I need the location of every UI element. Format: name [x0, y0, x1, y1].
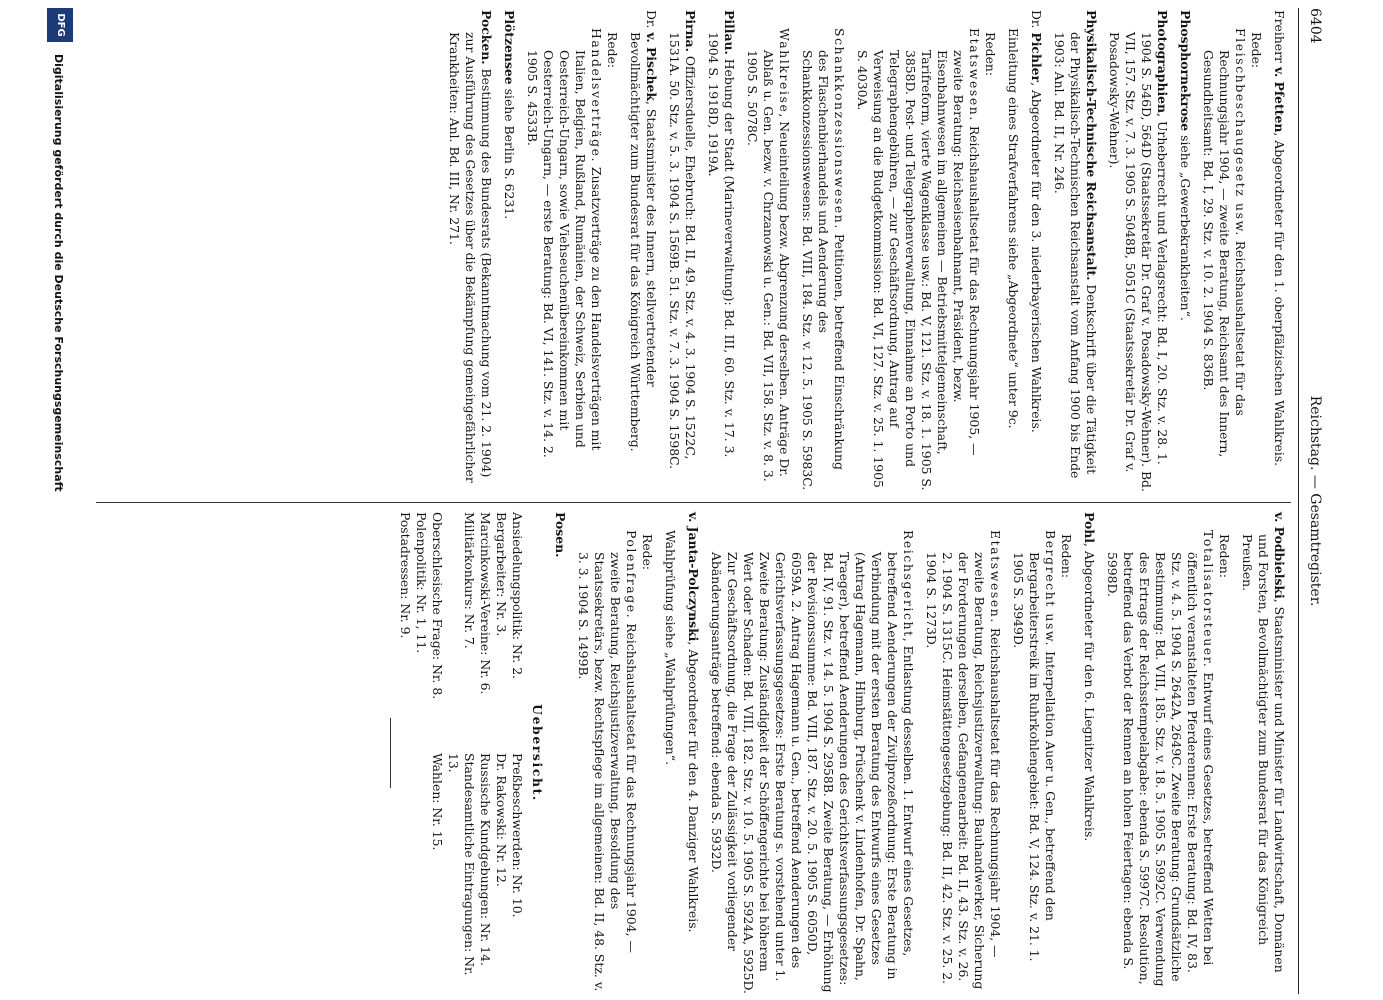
- left-entry: Phosphornekrose siehe „Gewerbekrankheiten“.: [1178, 10, 1193, 321]
- overview-item: [413, 753, 429, 994]
- right-column: [390, 512, 1287, 994]
- page-title: Reichstag. — Gesamtregister.: [1307, 395, 1323, 607]
- digitization-credit: [52, 10, 65, 990]
- left-entry: Pirna. Offiziersduelle, Ehebruch: Bd. II, 49. Stz. v. 4. 3. 1904 S. 1522C, 1531A. 50. Stz. v. 5. 3. 1904 S. 1569B. 51. Stz. v. 7. 3. 1904 S. 1598C.: [667, 10, 698, 470]
- overview-item: [397, 753, 413, 994]
- overview-item: Wahlen: Nr. 15.: [430, 753, 445, 851]
- left-entry: Pillau. Hebung der Stadt (Marineverwaltung): Bd. III, 60. Stz. v. 17. 3. 1904 S. 1918D, 1919A.: [706, 10, 737, 458]
- right-entry: v. Podbielski, Staatsminister und Minister für Landwirtschaft, Domänen und Forsten, Bevollmächtigter zum Bundesrat für das Königreich Preußen.: [1240, 512, 1287, 973]
- overview-item: Postadressen: Nr. 9.: [398, 512, 413, 639]
- right-column-entries: [552, 512, 1287, 994]
- right-entry: Pohl, Abgeordneter für den 6. Liegnitzer Wahlkreis.: [1082, 512, 1097, 842]
- right-subentry: Wahlprüfung siehe „Wahlprüfungen“.: [663, 530, 678, 766]
- left-subentry: Wahlkreise, Neueinteilung bezw. Abgrenzung derselben. Anträge Dr. Ablaß u. Gen. bezw. v. Chrzanowski u. Gen.: Bd. VII, 158. Stz. v. 8. 3. 1905 S. 5078C.: [745, 28, 792, 482]
- left-subentry: Einleitung eines Strafverfahrens siehe „Abgeordnete“ unter 9c.: [1006, 28, 1021, 429]
- overview-item: Oberschlesische Frage: Nr. 8.: [430, 512, 445, 700]
- end-rule: [390, 718, 391, 788]
- overview-item: Marcinkowski-Vereine: Nr. 6.: [478, 512, 493, 695]
- left-entry: Photographien, Urheberrecht und Verlagsrecht: Bd. I, 20. Stz. v. 28. 1. 1904 S. 546D, 564D (Staatssekretär Dr. Graf v. Posadowsky-Wehner). Bd. VII, 157. Stz. v. 7. 3. 1905 S. 5048B, 5051C (Staatssekretär Dr. Graf v. Posadowsky-Wehner).: [1107, 10, 1170, 492]
- overview-title: Uebersicht.: [530, 704, 545, 802]
- right-subentry: Etatswesen. Reichshaushaltsetat für das Rechnungsjahr 1904, — zweite Beratung, Reichsjustizverwaltung: Bauhandwerker, Sicherung der Forderungen derselben, Gefangenenarbeit: Bd. II, 43. Stz. v. 26. 2. 1904 S. 1315C. Heimstättengesetzgebung: Bd. II, 42. Stz. v. 25. 2. 1904 S. 1273D.: [924, 530, 1003, 990]
- overview-row: [429, 512, 445, 994]
- left-entry: Dr. v. Pischek, Staatsminister des Innern, stellvertretender Bevollmächtigter zum Bundesrat für das Königreich Württemberg.: [628, 10, 659, 452]
- overview-item: Preßbeschwerden: Nr. 10.: [510, 753, 525, 918]
- credit-text: Digitalisierung gefördert durch die Deutsche Forschungsgemeinschaft: [52, 54, 65, 492]
- left-entry: Pocken. Bestimmung des Bundesrats (Bekanntmachung vom 21. 2. 1904) zur Ausführung des Gesetzes über die Bekämpfung gemeingefährlicher Krankheiten: Anl. Bd. III, Nr. 271.: [447, 10, 494, 483]
- right-subentry: Polenfrage. Reichshaushaltsetat für das Rechnungsjahr 1904, — zweite Beratung, Reichsjustizverwaltung, Besoldung des Staatssekretärs, bezw. Rechtspflege im allgemeinen: Bd. II, 48. Stz. v. 3. 3. 1904 S. 1499B.: [576, 530, 639, 992]
- left-entry: Physikalisch-Technische Reichsanstalt. Denkschrift über die Tätigkeit der Physikalisch-Technischen Reichsanstalt vom Anfang 1900 bis Ende 1903: Anl. Bd. II, Nr. 246.: [1052, 10, 1099, 479]
- left-subentry: Etatswesen. Reichshaushaltsetat für das Rechnungsjahr 1905, — zweite Beratung: Reichseisenbahnamt, Präsident, bezw. Eisenbahnwesen im allgemeinen — Betriebsmittelgemeinschaft, Tarifreform, vierte Wagenklasse usw.: Bd. V, 121. Stz. v. 18. 1. 1905 S. 3858D. Post- und Telegraphenverwaltung, Einnahme an Porto und Telegraphengebühren, — zur Geschäftsordnung, Antrag auf Verweisung an die Budgetkommission: Bd. VI, 127. Stz. v. 25. 1. 1905 S. 4030A.: [855, 28, 982, 491]
- left-column: [439, 10, 1287, 492]
- page-number: 6404: [1307, 8, 1323, 44]
- column-divider: [96, 502, 1291, 503]
- left-subheading: Rede:: [605, 32, 620, 69]
- left-entry: Dr. Pichler, Abgeordneter für den 3. niederbayerischen Wahlkreis.: [1029, 10, 1044, 433]
- overview-item: Standesamtliche Eintragungen: Nr. 13.: [446, 753, 477, 976]
- overview-list: [397, 512, 525, 994]
- overview-item: Polenpolitik: Nr. 1, 11.: [414, 512, 429, 654]
- right-subentry: Bergrecht usw. Interpellation Auer u. Gen., betreffend den Bergarbeiterstreik im Ruhrkohlengebiet: Bd. V, 124. Stz. v. 21. 1. 1905 S. 3949D.: [1011, 530, 1058, 962]
- right-subentry: Reichsgericht, Entlastung desselben. 1. Entwurf eines Gesetzes, betreffend Aenderungen der Zivilprozeßordnung: Erste Beratung in Verbindung mit der ersten Beratung des Entwurfs eines Gesetzes (Antrag Hagemann, Himburg, Prüschenk v. Lindenhofen, Dr. Spahn, Traeger), betreffend Aenderungen des Gerichtsverfassungsgesetzes: Bd. IV, 91. Stz. v. 14. 5. 1904 S. 2958B. Zweite Beratung, — Erhöhung der Revisionssumme: Bd. VIII, 187. Stz. v. 20. 5. 1905 S. 6050D, 6059A. 2. Antrag Hagemann u. Gen., betreffend Aenderungen des Gerichtsverfassungsgesetzes: Erste Beratung s. vorstehend unter 1. Zweite Beratung: Zuständigkeit der Schöffengerichte bei höherem Wert oder Schaden: Bd. VIII, 182. Stz. v. 10. 5. 1905 S. 5924A, 5925D. Zur Geschäftsordnung, die Frage der Zulässigkeit vorliegender Abänderungsanträge betreffend: ebenda S. 5932D.: [709, 530, 916, 994]
- overview-row: [413, 512, 429, 994]
- overview-row: [509, 512, 525, 994]
- dfg-logo: DFG: [47, 8, 73, 42]
- right-entry: Posen.: [553, 512, 568, 558]
- overview-row: [397, 512, 413, 994]
- overview-item: Dr. Rakowski: Nr. 12.: [494, 753, 509, 887]
- overview-row: [493, 512, 509, 994]
- overview-item: Ansiedelungspolitik: Nr. 2.: [510, 512, 525, 680]
- left-subheading: Reden:: [983, 32, 998, 77]
- left-entry: Plötzensee siehe Berlin S. 6231.: [502, 10, 517, 220]
- right-subheading: Reden:: [1059, 534, 1074, 579]
- right-subheading: Rede:: [640, 534, 655, 571]
- overview-item: Bergarbeiter: Nr. 3.: [494, 512, 509, 637]
- left-subentry: Handelsverträge. Zusatzverträge zu den Handelsverträgen mit Italien, Belgien, Rußland, Rumänien, der Schweiz, Serbien und Oesterreich-Ungarn, sowie Viehseuchenübereinkommen mit Oesterreich-Ungarn, — erste Beratung: Bd. VI, 141. Stz. v. 14. 2. 1905 S. 4533B.: [525, 28, 604, 458]
- left-subheading: Rede:: [1249, 32, 1264, 69]
- right-entry: v. Janta-Polczynski, Abgeordneter für den 4. Danziger Wahlkreis.: [686, 512, 701, 933]
- overview-row: [445, 512, 477, 994]
- left-subentry: Fleischbeschaugesetz usw. Reichshaushaltsetat für das Rechnungsjahr 1904, — zweite Beratung, Reichsamt des Innern, Gesundheitsamt: Bd. I, 29. Stz. v. 10. 2. 1904 S. 836B.: [1201, 28, 1248, 458]
- right-subheading: Reden:: [1217, 534, 1232, 579]
- right-subentry: Totalisatorsteuer. Entwurf eines Gesetzes, betreffend Wetten bei öffentlich veranstalteten Pferderennen: Erste Beratung: Bd. IV, 83. Stz. v. 4. 5. 1904 S. 2642A, 2649C. Zweite Beratung: Grundsätzliche Bestimmung: Bd. VIII, 185. Stz. v. 18. 5. 1905 S. 5992C. Verwendung des Ertrags der Reichsstempelabgabe: ebenda S. 5997C. Resolution, betreffend das Verbot der Rennen an hohen Feiertagen: ebenda S. 5998D.: [1105, 530, 1216, 987]
- page-header: [1298, 8, 1325, 994]
- left-subentry: Schankkonzessionswesen. Petitionen, betreffend Einschränkung des Flaschenbierhandels und Aenderung des Schankkonzessionswesens: Bd. VIII, 184. Stz. v. 12. 5. 1905 S. 5983C.: [800, 28, 847, 491]
- overview-item: Russische Kundgebungen: Nr. 14.: [478, 753, 493, 966]
- left-entry: Freiherr v. Pfetten, Abgeordneter für den 1. oberpfälzischen Wahlkreis.: [1272, 10, 1287, 467]
- overview-item: Militärkonkurs: Nr. 7.: [462, 512, 477, 649]
- overview-row: [477, 512, 493, 994]
